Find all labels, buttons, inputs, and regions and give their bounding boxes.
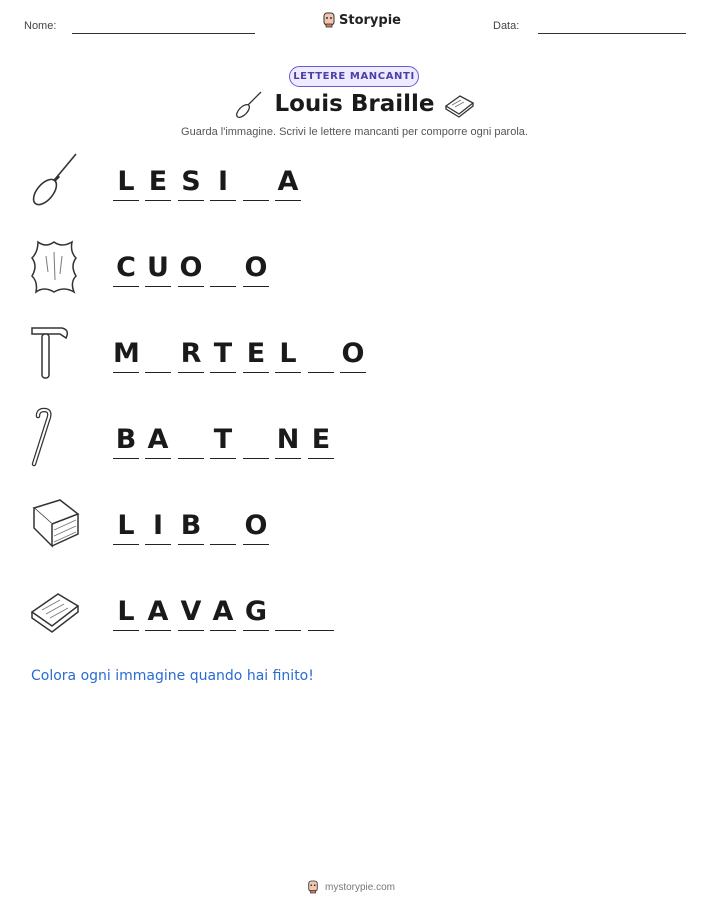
letter-slot-blank[interactable] (243, 162, 269, 202)
word-row-5 (0, 492, 709, 572)
storypie-mascot-icon (322, 12, 336, 28)
letter-slot[interactable]: G (243, 592, 269, 632)
letter-slot[interactable]: L (275, 334, 301, 374)
letter-slot-blank[interactable] (210, 248, 236, 288)
letter-slot[interactable]: C (113, 248, 139, 288)
letter-slot[interactable]: I (210, 162, 236, 202)
leather-hide-icon (26, 236, 82, 298)
letter-slot[interactable]: E (145, 162, 171, 202)
letter-slot[interactable]: O (243, 248, 269, 288)
letter-slot[interactable]: T (210, 334, 236, 374)
cane-icon (26, 406, 82, 468)
letter-slot[interactable]: U (145, 248, 171, 288)
storypie-logo (322, 12, 401, 28)
letter-slot[interactable]: T (210, 420, 236, 460)
letter-slot[interactable]: B (178, 506, 204, 546)
letter-slot[interactable]: L (113, 506, 139, 546)
letter-slot-blank[interactable] (275, 592, 301, 632)
letter-slot[interactable]: E (308, 420, 334, 460)
letter-slot[interactable]: A (145, 420, 171, 460)
letter-slot[interactable]: A (275, 162, 301, 202)
word-row-1 (0, 148, 709, 228)
instructions: Guarda l'immagine. Scrivi le lettere mancanti per comporre ogni parola. (181, 126, 528, 138)
name-line[interactable] (72, 33, 255, 34)
letter-slot[interactable]: I (145, 506, 171, 546)
letter-slot[interactable]: L (113, 162, 139, 202)
word-row-4 (0, 406, 709, 486)
letter-slot[interactable]: N (275, 420, 301, 460)
letter-slot-blank[interactable] (243, 420, 269, 460)
letter-slot[interactable]: L (113, 592, 139, 632)
word-row-2 (0, 234, 709, 314)
letter-slot-blank[interactable] (145, 334, 171, 374)
letter-slot-blank[interactable] (210, 506, 236, 546)
storypie-mascot-icon (307, 880, 319, 894)
coloring-note: Colora ogni immagine quando hai finito! (31, 668, 314, 684)
letter-slot[interactable]: A (210, 592, 236, 632)
name-label: Nome: (24, 20, 57, 32)
letter-slot[interactable]: O (340, 334, 366, 374)
letter-slot[interactable]: R (178, 334, 204, 374)
letter-slot[interactable]: A (145, 592, 171, 632)
slate-icon (26, 582, 82, 644)
letter-slot-blank[interactable] (178, 420, 204, 460)
word-row-6 (0, 578, 709, 658)
word-row-3 (0, 320, 709, 400)
letter-slot[interactable]: B (113, 420, 139, 460)
date-line[interactable] (538, 33, 686, 34)
letter-slot[interactable]: M (113, 334, 139, 374)
awl-icon (26, 150, 82, 212)
letter-slot[interactable]: E (243, 334, 269, 374)
letter-slot[interactable]: O (243, 506, 269, 546)
slate-icon (442, 92, 476, 120)
date-label: Data: (493, 20, 520, 32)
brand-name: Storypie (339, 12, 401, 28)
page-title: Louis Braille (274, 91, 435, 117)
letter-slot[interactable]: O (178, 248, 204, 288)
footer-brand (307, 880, 395, 894)
letter-slot-blank[interactable] (308, 592, 334, 632)
hammer-icon (26, 320, 82, 382)
letter-slot[interactable]: S (178, 162, 204, 202)
book-icon (26, 494, 82, 556)
letter-slot[interactable]: V (178, 592, 204, 632)
activity-badge: LETTERE MANCANTI (289, 66, 419, 87)
letter-slot-blank[interactable] (308, 334, 334, 374)
footer-url[interactable]: mystorypie.com (325, 881, 396, 893)
